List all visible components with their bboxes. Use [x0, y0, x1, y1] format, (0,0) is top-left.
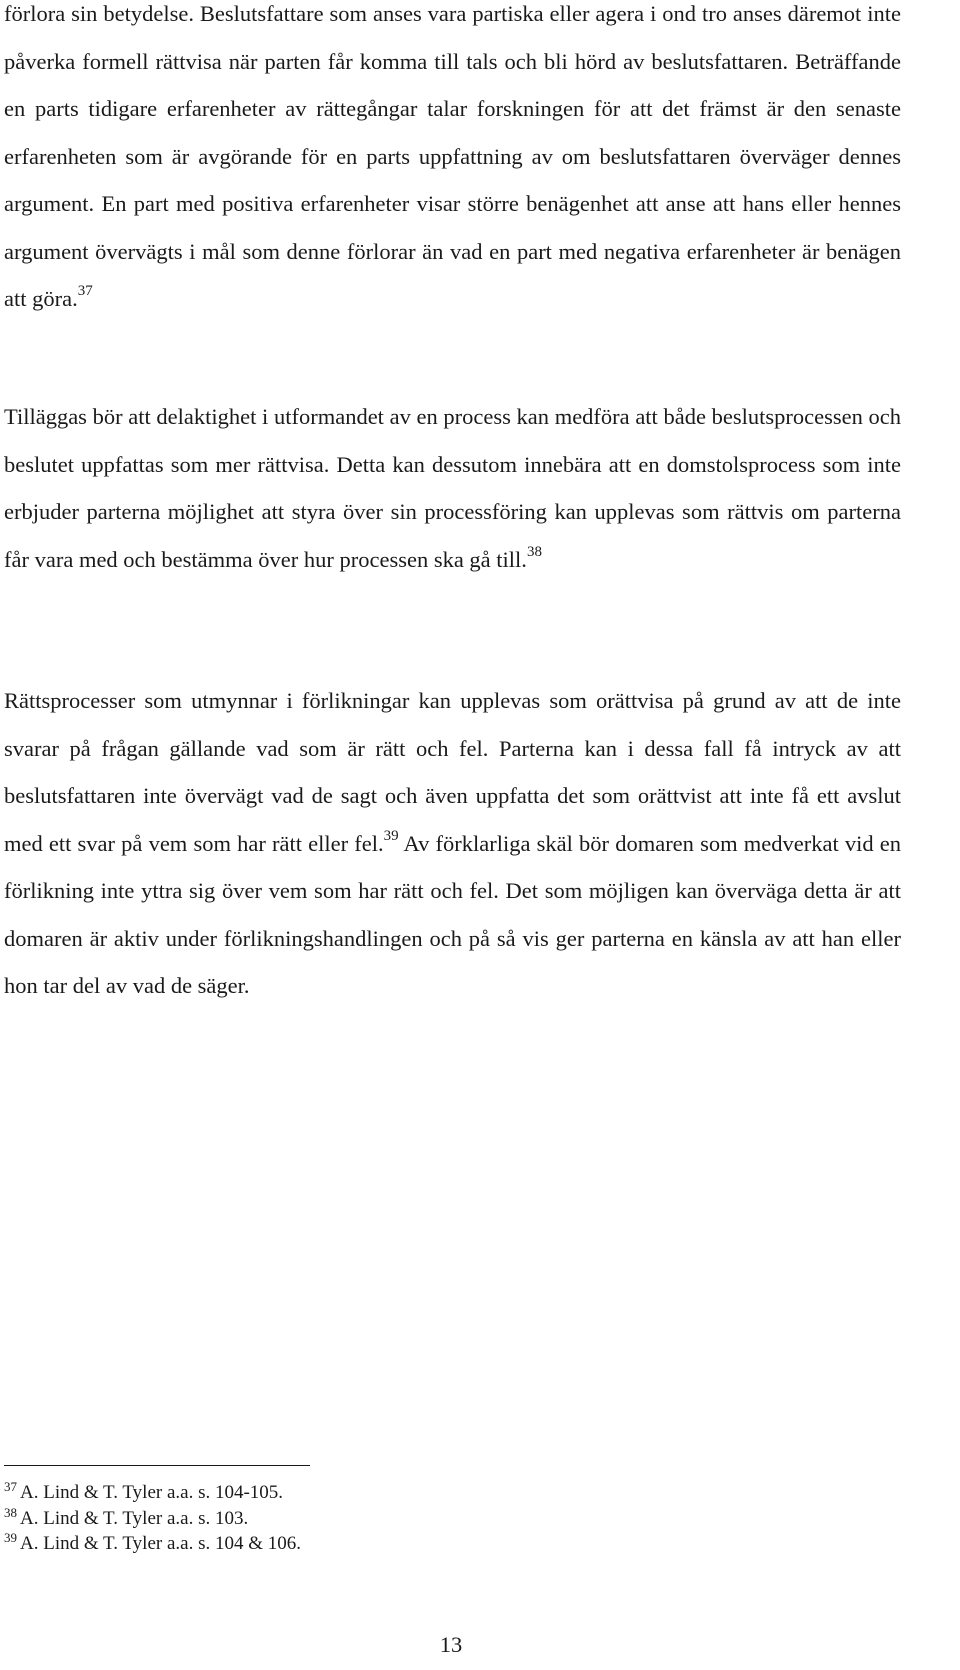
footnote-reference-37[interactable]: 37 — [77, 283, 93, 299]
paragraph-2-text: Tilläggas bör att delaktighet i utformandet av en process kan medföra att både beslutsprocessen och beslutet uppfattas som mer rättvisa. Detta kan dessutom innebära att en domstolsprocess som inte erbjuder parterna möjlighet att styra över sin processföring kan upplevas som rättvis om parterna får vara med och bestämma över hur processen ska gå till. — [4, 404, 901, 572]
footnote-number: 38 — [4, 1504, 17, 1520]
page-number: 13 — [439, 1632, 463, 1657]
footnote-reference-38[interactable]: 38 — [526, 543, 542, 560]
footnote-number: 37 — [4, 1479, 17, 1494]
footnote-39 — [4, 1531, 704, 1557]
paragraph-3-text-before: Rättsprocesser som utmynnar i förlikningar kan upplevas som orättvisa på grund av att de inte svarar på frågan gällande vad som är rätt och fel. Parterna kan i dessa fall få intryck av att beslutsfattaren inte övervägt vad de sagt och även uppfatta det som orättvist att inte få ett avslut med ett svar på vem som har rätt eller fel. — [4, 688, 901, 856]
footnote-reference-39[interactable]: 39 — [383, 827, 399, 844]
body-paragraph-3 — [4, 677, 901, 1010]
footnote-text: A. Lind & T. Tyler a.a. s. 103. — [20, 1507, 249, 1529]
body-paragraph-2 — [4, 393, 901, 583]
footnote-number: 39 — [4, 1530, 17, 1545]
footnote-text: A. Lind & T. Tyler a.a. s. 104-105. — [20, 1482, 284, 1503]
body-paragraph-1 — [4, 0, 901, 323]
paragraph-3-text-after: Av förklarliga skäl bör domaren som medverkat vid en förlikning inte yttra sig över vem som har rätt och fel. Det som möjligen kan överväga detta är att domaren är aktiv under förlikningshandlingen och på så vis ger parterna en känsla av att han eller hon tar del av vad de säger. — [4, 830, 901, 998]
footnote-separator — [4, 1465, 310, 1466]
footnote-38 — [4, 1506, 704, 1532]
footnote-text: A. Lind & T. Tyler a.a. s. 104 & 106. — [20, 1533, 302, 1554]
footnote-37 — [4, 1480, 704, 1506]
footnotes-section — [4, 1480, 704, 1557]
paragraph-1-text: förlora sin betydelse. Beslutsfattare som anses vara partiska eller agera i ond tro anses däremot inte påverka formell rättvisa när parten får komma till tals och bli hörd av beslutsfattaren. Beträffande en parts tidigare erfarenheter av rättegångar talar forskningen för att det främst är den senaste erfarenheten som är avgörande för en parts uppfattning av om beslutsfattaren överväger dennes argument. En part med positiva erfarenheter visar större benägenhet att anse att hans eller hennes argument övervägts i mål som denne förlorar än vad en part med negativa erfarenheter är benägen att göra. — [4, 1, 901, 311]
